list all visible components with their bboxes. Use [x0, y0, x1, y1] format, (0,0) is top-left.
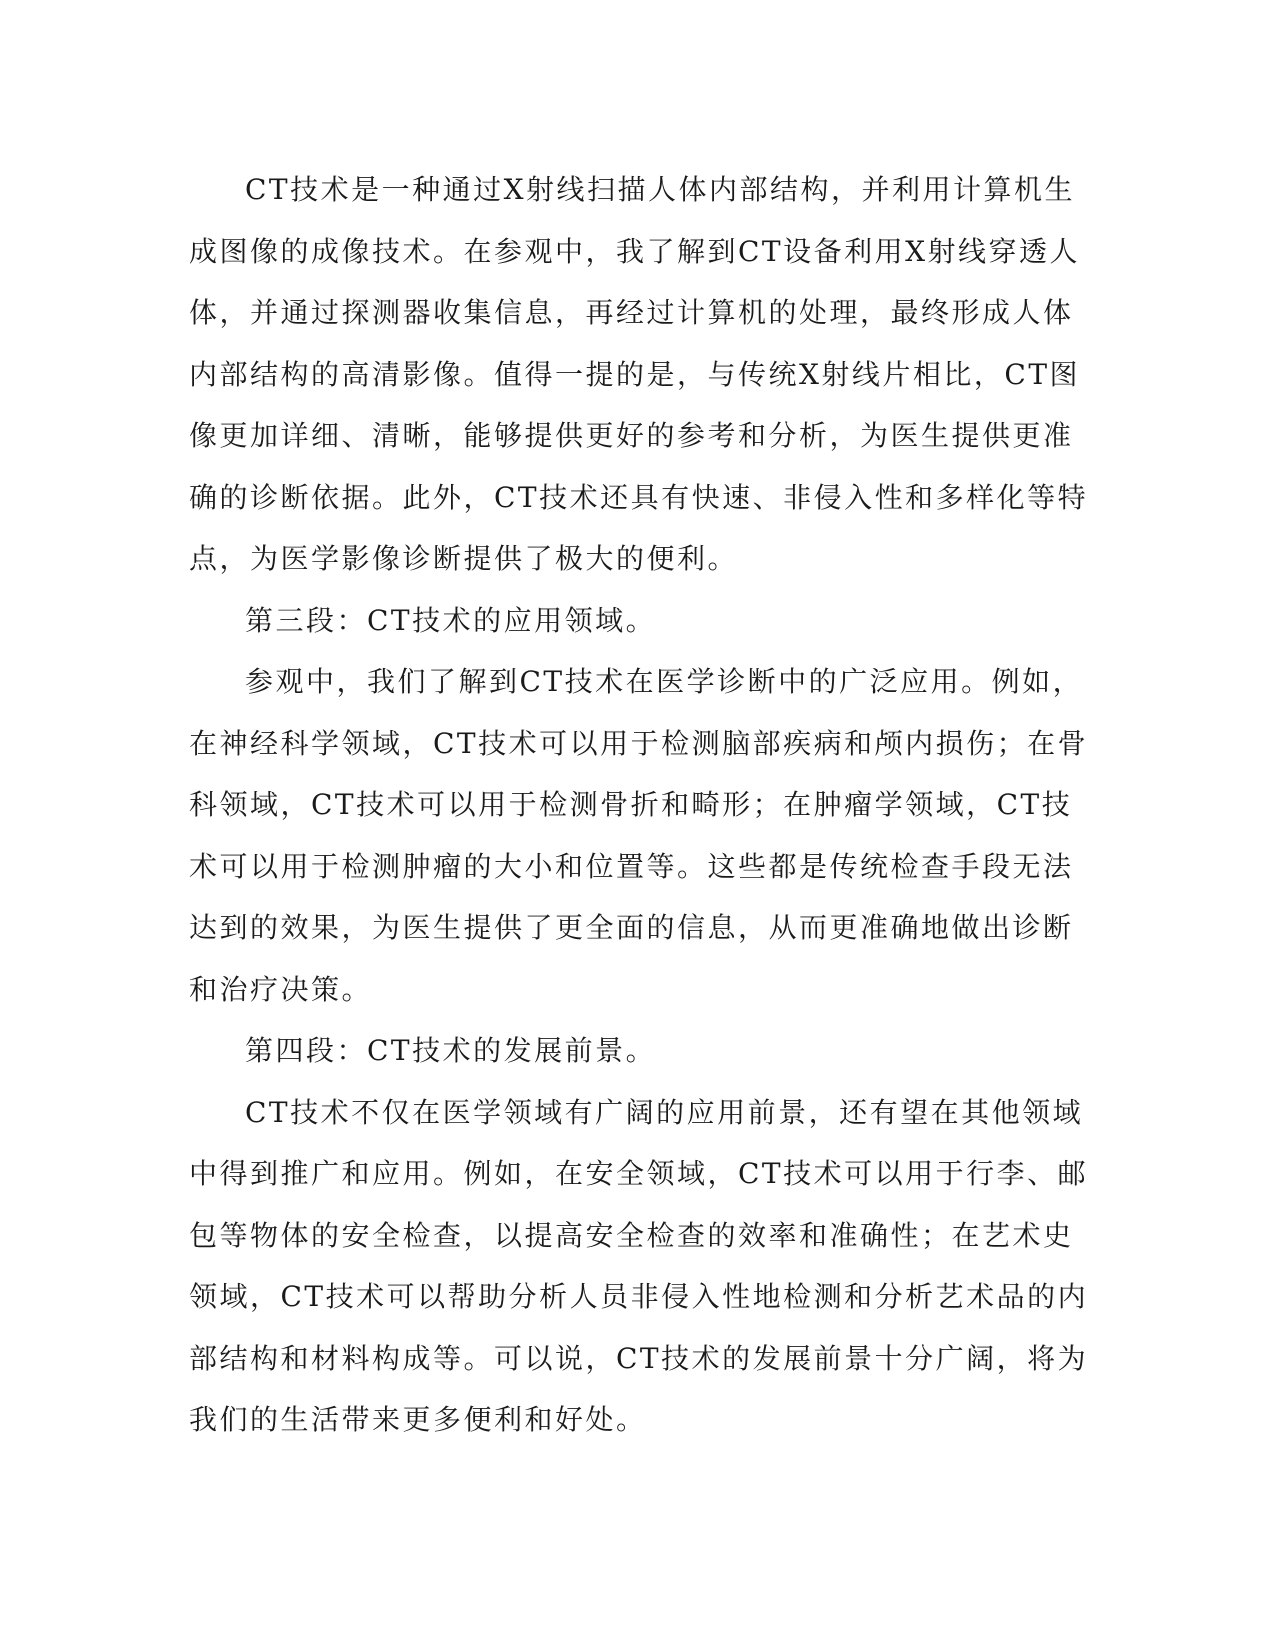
document-body	[189, 159, 1091, 1451]
section-heading-prospects: 第四段：CT技术的发展前景。	[245, 1034, 657, 1067]
section-heading-applications: 第三段：CT技术的应用领域。	[245, 603, 657, 637]
paragraph-applications: 参观中，我们了解到CT技术在医学诊断中的广泛应用。例如，在神经科学领域，CT技术可以用于检测脑部疾病和颅内损伤；在骨科领域，CT技术可以用于检测骨折和畸形；在肿瘤学领域，CT技术可以用于检测肿瘤的大小和位置等。这些都是传统检查手段无法达到的效果，为医生提供了更全面的信息，从而更准确地做出诊断和治疗决策。	[189, 665, 1089, 1006]
paragraph-prospects: CT技术不仅在医学领域有广阔的应用前景，还有望在其他领域中得到推广和应用。例如，在安全领域，CT技术可以用于行李、邮包等物体的安全检查，以提高安全检查的效率和准确性；在艺术史领域，CT技术可以帮助分析人员非侵入性地检测和分析艺术品的内部结构和材料构成等。可以说，CT技术的发展前景十分广阔，将为我们的生活带来更多便利和好处。	[189, 1095, 1089, 1436]
paragraph-ct-imaging-intro: CT技术是一种通过X射线扫描人体内部结构，并利用计算机生成图像的成像技术。在参观中，我了解到CT设备利用X射线穿透人体，并通过探测器收集信息，再经过计算机的处理，最终形成人体内部结构的高清影像。值得一提的是，与传统X射线片相比，CT图像更加详细、清晰，能够提供更好的参考和分析，为医生提供更准确的诊断依据。此外，CT技术还具有快速、非侵入性和多样化等特点，为医学影像诊断提供了极大的便利。	[189, 173, 1089, 575]
